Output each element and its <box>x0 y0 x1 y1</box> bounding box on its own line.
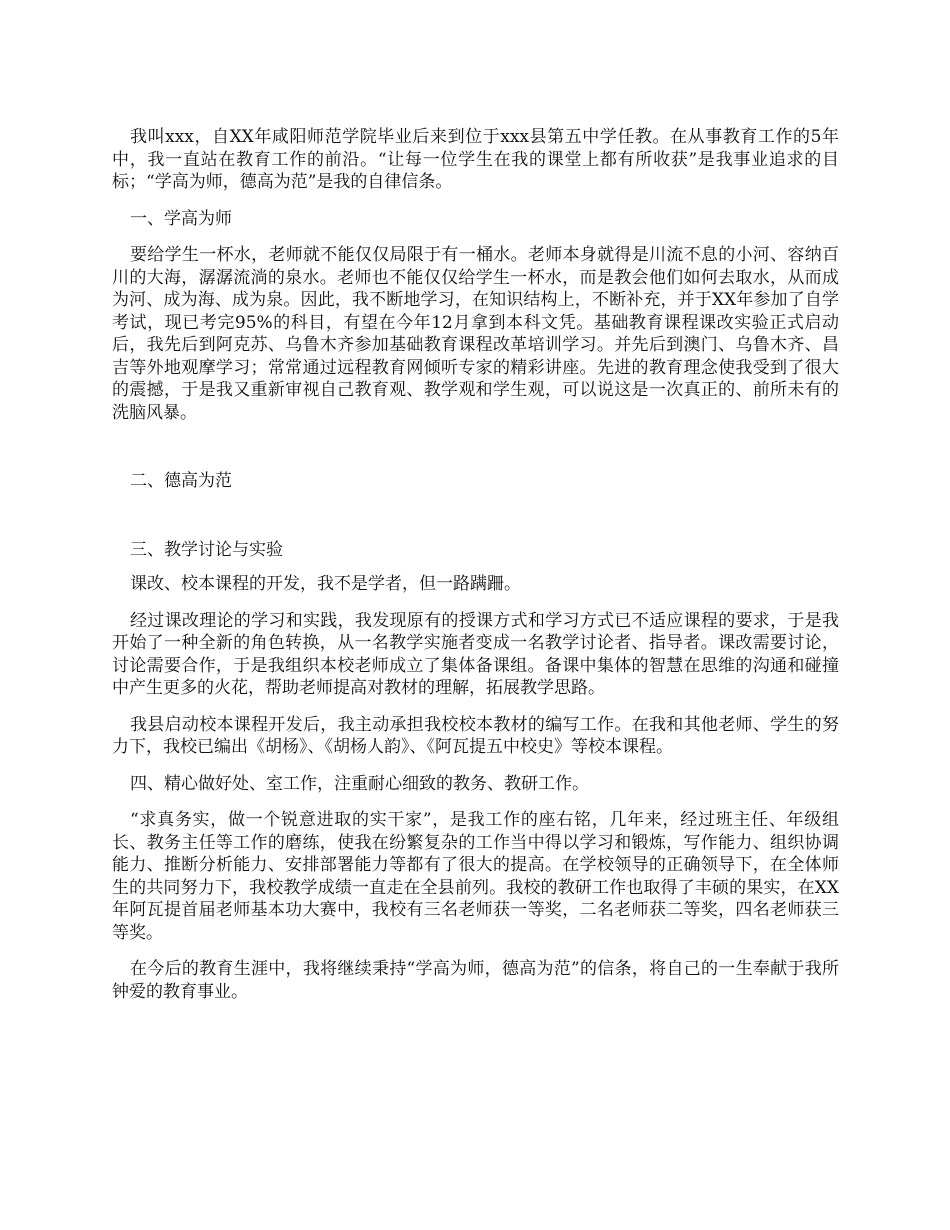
section-heading-3: 三、教学讨论与实验 <box>130 539 283 560</box>
intro-paragraph: 我叫xxx，自XX年咸阳师范学院毕业后来到位于xxx县第五中学任教。在从事教育工作的5年中，我一直站在教育工作的前沿。“让每一位学生在我的课堂上都有所收获”是我事业追求的目标；“学高为师，德高为范”是我的自律信条。 <box>112 127 839 192</box>
section-heading-2: 二、德高为范 <box>130 471 232 491</box>
section-heading-1: 一、学高为师 <box>130 208 232 229</box>
section-heading-4: 四、精心做好处、室工作，注重耐心细致的教务、教研工作。 <box>130 773 589 794</box>
section-4-paragraph: “求真务实，做一个锐意进取的实干家”，是我工作的座右铭，几年来，经过班主任、年级组长、教务主任等工作的磨练，使我在纷繁复杂的工作当中得以学习和锻炼，写作能力、组织协调能力、推断分析能力、安排部署能力等都有了很大的提高。在学校领导的正确领导下，在全体师生的共同努力下，我校教学成绩一直走在全县前列。我校的教研工作也取得了丰硕的果实，在XX年阿瓦提首届老师基本功大赛中，我校有三名老师获一等奖，二名老师获二等奖，四名老师获三等奖。 <box>112 810 839 943</box>
section-3-paragraph-2: 经过课改理论的学习和实践，我发现原有的授课方式和学习方式已不适应课程的要求，于是我开始了一种全新的角色转换，从一名教学实施者变成一名教学讨论者、指导者。课改需要讨论，讨论需要合作，于是我组织本校老师成立了集体备课组。备课中集体的智慧在思维的沟通和碰撞中产生更多的火花，帮助老师提高对教材的理解，拓展教学思路。 <box>112 610 839 698</box>
section-3-paragraph-3: 我县启动校本课程开发后，我主动承担我校校本教材的编写工作。在我和其他老师、学生的努力下，我校已编出《胡杨》、《胡杨人韵》、《阿瓦提五中校史》等校本课程。 <box>112 714 839 757</box>
closing-paragraph: 在今后的教育生涯中，我将继续秉持“学高为师，德高为范”的信条，将自己的一生奉献于我所钟爱的教育事业。 <box>112 959 839 1002</box>
section-1-paragraph: 要给学生一杯水，老师就不能仅仅局限于有一桶水。老师本身就得是川流不息的小河、容纳百川的大海，潺潺流淌的泉水。老师也不能仅仅给学生一杯水，而是教会他们如何去取水，从而成为河、成为海、成为泉。因此，我不断地学习，在知识结构上，不断补充，并于XX年参加了自学考试，现已考完95%的科目，有望在今年12月拿到本科文凭。基础教育课程课改实验正式启动后，我先后到阿克苏、乌鲁木齐参加基础教育课程改革培训学习。并先后到澳门、乌鲁木齐、昌吉等外地观摩学习；常常通过远程教育网倾听专家的精彩讲座。先进的教育理念使我受到了很大的震撼，于是我又重新审视自己教育观、教学观和学生观，可以说这是一次真正的、前所未有的洗脑风暴。 <box>112 245 839 423</box>
document-body <box>112 126 839 1003</box>
section-3-paragraph-1: 课改、校本课程的开发，我不是学者，但一路蹒跚。 <box>130 574 521 594</box>
